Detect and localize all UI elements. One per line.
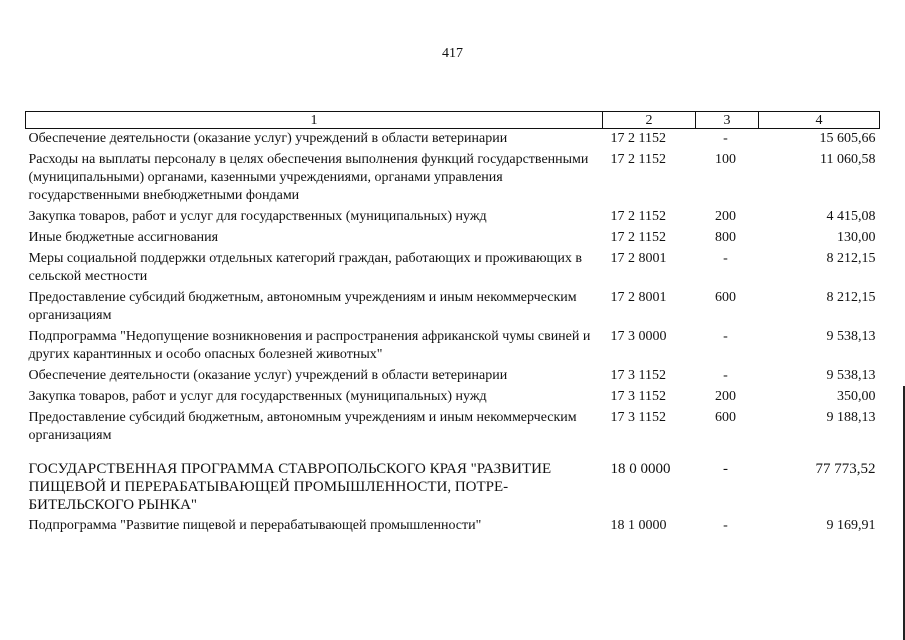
row-name: Обеспечение деятельности (оказание услуг) учреждений в области ветеринарии [28, 131, 508, 146]
row-type: 200 [715, 389, 736, 404]
row-code: 17 2 1152 [610, 230, 666, 245]
row-type: 800 [715, 230, 736, 245]
header-col-2: 2 [603, 112, 696, 129]
row-code: 17 2 1152 [610, 152, 666, 167]
row-amount: 4 415,08 [826, 209, 876, 224]
row-amount: 130,00 [837, 230, 876, 245]
page-number: 417 [442, 46, 463, 61]
row-code: 17 2 1152 [610, 131, 666, 146]
row-name: Закупка товаров, работ и услуг для государственных (муниципальных) нужд [28, 209, 487, 224]
table-row [26, 129, 880, 151]
program-type: - [723, 461, 728, 477]
header-col-3: 3 [696, 112, 759, 129]
section-spacer [26, 447, 880, 459]
table-row [26, 408, 880, 447]
budget-table [25, 111, 880, 537]
table-row [26, 516, 880, 537]
row-type: 600 [715, 410, 736, 425]
row-type: - [723, 251, 728, 266]
table-row [26, 207, 880, 228]
row-amount: 9 538,13 [826, 329, 876, 344]
row-name: Иные бюджетные ассигнования [28, 230, 219, 245]
row-amount: 8 212,15 [826, 290, 876, 305]
program-row [26, 459, 880, 516]
header-col-4: 4 [759, 112, 880, 129]
row-amount: 350,00 [837, 389, 876, 404]
row-name: Подпрограмма "Недопущение возникновения и распространения африканской чумы свиней и других карантинных и особо опасных болезней животных" [28, 329, 591, 362]
row-code: 18 1 0000 [610, 518, 667, 533]
row-name: Предоставление субсидий бюджетным, автономным учреждениям и иным некоммерческим организациям [28, 410, 577, 443]
row-amount: 9 538,13 [826, 368, 876, 383]
row-code: 17 2 8001 [610, 251, 667, 266]
program-amount: 77 773,52 [815, 461, 876, 477]
row-name: Расходы на выплаты персоналу в целях обеспечения выполнения функций государственными (муниципальными) органами, казенными учреждениями, органами управления государственными внебюджетными фондами [28, 152, 589, 203]
table-row [26, 366, 880, 387]
row-amount: 11 060,58 [820, 152, 876, 167]
table-row [26, 150, 880, 207]
row-name: Меры социальной поддержки отдельных категорий граждан, работающих и проживающих в сельской местности [28, 251, 582, 284]
program-code: 18 0 0000 [610, 461, 671, 477]
table-header-row [26, 112, 880, 129]
table-row [26, 387, 880, 408]
row-name: Закупка товаров, работ и услуг для государственных (муниципальных) нужд [28, 389, 487, 404]
row-code: 17 3 1152 [610, 410, 666, 425]
row-amount: 8 212,15 [826, 251, 876, 266]
row-type: 100 [715, 152, 736, 167]
row-type: - [723, 518, 728, 533]
row-name: Подпрограмма "Развитие пищевой и перерабатывающей промышленности" [28, 518, 482, 533]
row-code: 17 3 1152 [610, 368, 666, 383]
row-code: 17 2 8001 [610, 290, 667, 305]
program-name: ГОСУДАРСТВЕННАЯ ПРОГРАММА СТАВРОПОЛЬСКОГО КРАЯ "РАЗВИТИЕ ПИЩЕВОЙ И ПЕРЕРАБАТЫВАЮЩЕЙ ПРОМЫШЛЕННОСТИ, ПОТРЕ-БИТЕЛЬСКОГО РЫНКА" [28, 461, 552, 513]
table-row [26, 228, 880, 249]
row-name: Обеспечение деятельности (оказание услуг) учреждений в области ветеринарии [28, 368, 508, 383]
table-row [26, 327, 880, 366]
row-type: - [723, 131, 728, 146]
row-amount: 15 605,66 [819, 131, 876, 146]
row-type: - [723, 368, 728, 383]
row-code: 17 2 1152 [610, 209, 666, 224]
row-type: 200 [715, 209, 736, 224]
row-amount: 9 169,91 [826, 518, 876, 533]
row-name: Предоставление субсидий бюджетным, автономным учреждениям и иным некоммерческим организациям [28, 290, 577, 323]
row-code: 17 3 1152 [610, 389, 666, 404]
table-row [26, 288, 880, 327]
table-row [26, 249, 880, 288]
row-type: 600 [715, 290, 736, 305]
header-col-1: 1 [26, 112, 603, 129]
row-type: - [723, 329, 728, 344]
row-amount: 9 188,13 [826, 410, 876, 425]
row-code: 17 3 0000 [610, 329, 667, 344]
